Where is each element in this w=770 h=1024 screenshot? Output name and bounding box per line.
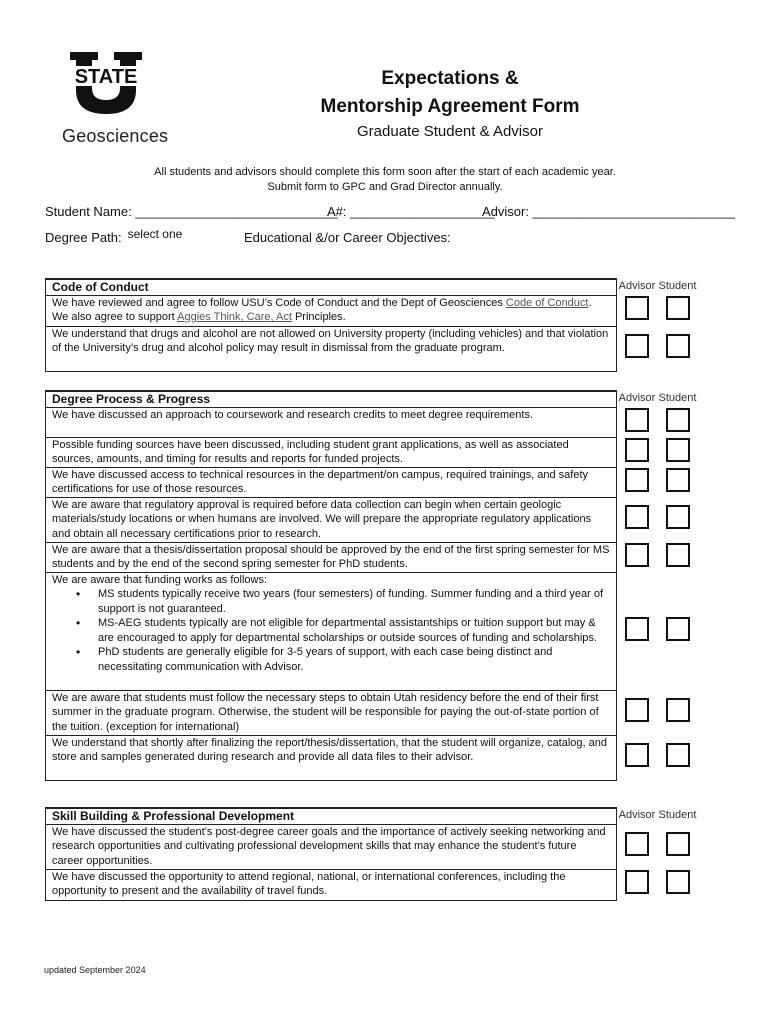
section-title: Skill Building & Professional Development: [46, 808, 617, 824]
advisor-checkbox[interactable]: [625, 870, 649, 894]
advisor-field[interactable]: Advisor: ____________________________: [482, 204, 736, 219]
advisor-checkbox[interactable]: [625, 543, 649, 567]
degree-progress-section: [45, 390, 698, 781]
advisor-col-header: Advisor: [618, 392, 656, 404]
degree-row-7: We are aware that students must follow the necessary steps to obtain Utah residency before the end of their first summer in the graduate program. Otherwise, the student will be responsible for paying the out-of-state portion of the tuition. (exception for international): [46, 690, 617, 735]
student-col-header: Student: [658, 392, 697, 404]
code-of-conduct-link[interactable]: Code of Conduct: [505, 296, 589, 309]
student-checkbox[interactable]: [666, 832, 690, 856]
advisor-checkbox[interactable]: [625, 698, 649, 722]
page-subtitle: Graduate Student & Advisor: [357, 123, 543, 140]
section-title: Code of Conduct: [46, 279, 617, 295]
degree-path-select[interactable]: select one: [127, 227, 183, 241]
a-number-field[interactable]: A#: ____________________: [327, 204, 495, 219]
degree-row-4: We are aware that regulatory approval is required before data collection can begin when certain geologic materials/study locations or when humans are involved. We will prepare the appropriate regulatory applications and obtain all necessary certifications prior to research.: [46, 497, 617, 542]
student-name-field[interactable]: Student Name: ____________________________: [45, 204, 338, 219]
student-checkbox[interactable]: [666, 505, 690, 529]
advisor-col-header: Advisor: [618, 809, 656, 821]
advisor-checkbox[interactable]: [625, 505, 649, 529]
usu-logo: [58, 52, 168, 116]
degree-row-3: We have discussed access to technical resources in the department/on campus, required trainings, and safety certifications for use of those resources.: [46, 467, 617, 497]
logo-subtitle: Geosciences: [62, 126, 169, 146]
logo-state-text: STATE: [74, 66, 138, 88]
student-checkbox[interactable]: [666, 334, 690, 358]
advisor-checkbox[interactable]: [625, 743, 649, 767]
student-checkbox[interactable]: [666, 438, 690, 462]
section-title: Degree Process & Progress: [46, 391, 617, 407]
intro-line2: Submit form to GPC and Grad Director annually.: [267, 181, 503, 193]
student-checkbox[interactable]: [666, 698, 690, 722]
degree-path-label: Degree Path:: [45, 230, 122, 245]
intro-line1: All students and advisors should complete this form soon after the start of each academic year.: [154, 166, 616, 178]
skill-row-2: We have discussed the opportunity to attend regional, national, or international conferences, including the opportunity to present and the availability of travel funds.: [46, 869, 617, 900]
advisor-checkbox[interactable]: [625, 617, 649, 641]
objectives-field[interactable]: Educational &/or Career Objectives:: [244, 230, 451, 245]
advisor-col-header: Advisor: [618, 280, 656, 292]
student-checkbox[interactable]: [666, 617, 690, 641]
advisor-checkbox[interactable]: [625, 296, 649, 320]
aggies-link[interactable]: Aggies Think, Care, Act: [177, 311, 292, 323]
advisor-checkbox[interactable]: [625, 468, 649, 492]
advisor-checkbox[interactable]: [625, 832, 649, 856]
advisor-checkbox[interactable]: [625, 334, 649, 358]
advisor-checkbox[interactable]: [625, 408, 649, 432]
skill-building-section: [45, 807, 698, 901]
code-of-conduct-section: [45, 278, 698, 372]
page-title-line2: Mentorship Agreement Form: [320, 96, 580, 117]
conduct-row-1: We have reviewed and agree to follow USU’s Code of Conduct and the Dept of Geosciences Code of Conduct. We also agree to support Aggies Think, Care, Act Principles.: [46, 295, 617, 326]
degree-row-1: We have discussed an approach to coursework and research credits to meet degree requirements.: [46, 407, 617, 437]
degree-row-5: We are aware that a thesis/dissertation proposal should be approved by the end of the first spring semester for MS students and by the end of the second spring semester for PhD students.: [46, 542, 617, 572]
degree-row-8: We understand that shortly after finalizing the report/thesis/dissertation, that the student will organize, catalog, and store and samples generated during research and provide all data files to their advisor.: [46, 735, 617, 780]
student-col-header: Student: [658, 809, 697, 821]
funding-bullet-1: • MS students typically receive two years (four semesters) of funding. Summer funding and a third year of support is not guaranteed.: [76, 587, 610, 616]
funding-bullet-3: • PhD students are generally eligible for 3-5 years of support, with each case being distinct and necessitating communication with Advisor.: [76, 645, 610, 674]
funding-bullet-2: • MS-AEG students typically are not eligible for departmental assistantships or tuition support but may & are encouraged to apply for departmental scholarships or outside sources of funding and scholarships.: [76, 616, 610, 645]
student-checkbox[interactable]: [666, 408, 690, 432]
student-checkbox[interactable]: [666, 870, 690, 894]
student-checkbox[interactable]: [666, 468, 690, 492]
student-col-header: Student: [658, 280, 697, 292]
student-checkbox[interactable]: [666, 296, 690, 320]
student-checkbox[interactable]: [666, 743, 690, 767]
page-title-line1: Expectations &: [381, 68, 519, 89]
skill-row-1: We have discussed the student’s post-degree career goals and the importance of actively seeking networking and research opportunities and cultivating professional development skills that may enhance the student’s future career opportunities.: [46, 824, 617, 869]
conduct-row-2: We understand that drugs and alcohol are not allowed on University property (including vehicles) and that violation of the University’s drug and alcohol policy may result in dismissal from the graduate program.: [46, 326, 617, 371]
advisor-checkbox[interactable]: [625, 438, 649, 462]
footer-updated: updated September 2024: [44, 965, 146, 975]
degree-row-2: Possible funding sources have been discussed, including student grant applications, as well as associated sources, amounts, and timing for results and reports for funded projects.: [46, 437, 617, 467]
degree-row-6: We are aware that funding works as follows: • MS students typically receive two years (four semesters) of funding. Summer funding and a third year of support is not guaranteed. • MS-AEG students typically are not eligible for departmental assistantships or tuition support but may & are encouraged to apply for departmental scholarships or outside sources of funding and scholarships. • PhD students are generally eligible for 3-5 years of support, with each case being distinct and necessitating communication with Advisor.: [46, 572, 617, 690]
student-checkbox[interactable]: [666, 543, 690, 567]
